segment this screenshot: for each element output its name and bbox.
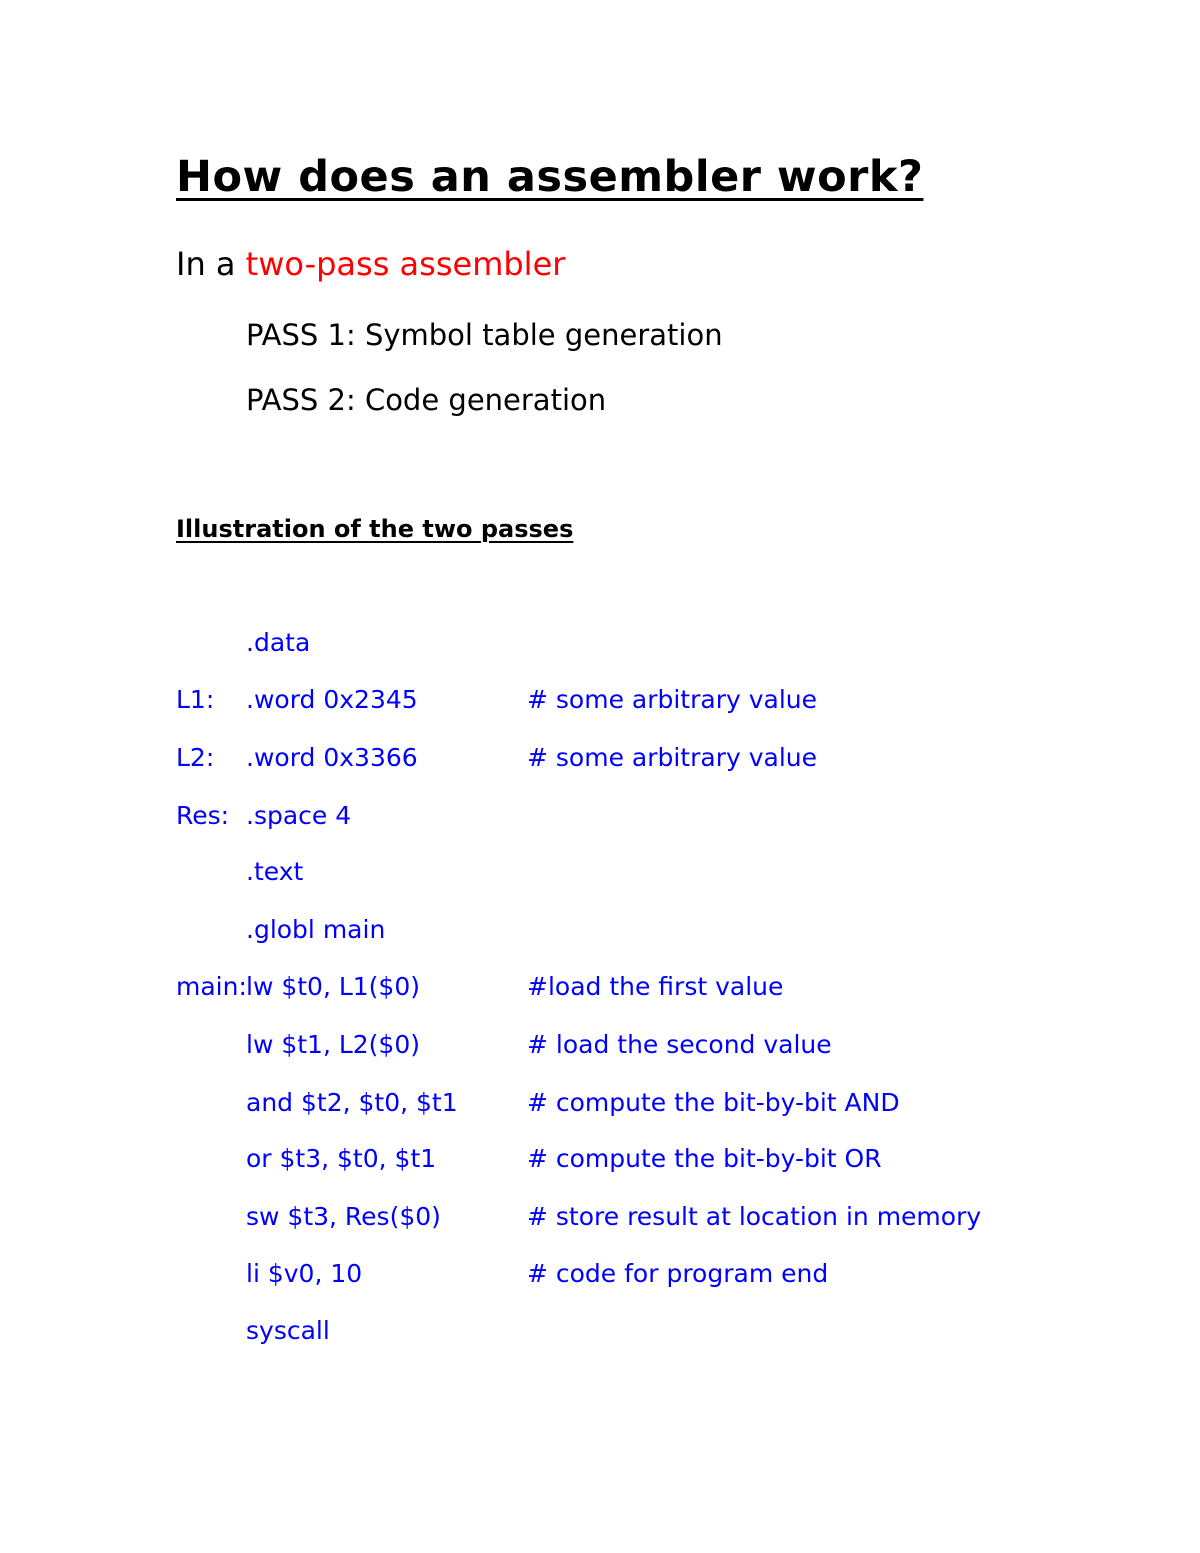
code-instruction: sw $t3, Res($0) xyxy=(246,1202,441,1231)
code-instruction: .text xyxy=(246,857,304,886)
pass-2-text: PASS 2: Code generation xyxy=(246,383,607,417)
code-instruction: lw $t0, L1($0) xyxy=(246,972,420,1001)
code-comment: # load the second value xyxy=(527,1030,832,1059)
code-line xyxy=(0,628,1200,668)
code-comment: # store result at location in memory xyxy=(527,1202,982,1231)
code-instruction: .space 4 xyxy=(246,801,352,830)
intro-prefix: In a xyxy=(176,245,246,283)
code-instruction: li $v0, 10 xyxy=(246,1259,363,1288)
code-line xyxy=(0,915,1200,955)
code-label: L2: xyxy=(176,743,215,772)
code-line xyxy=(0,1259,1200,1299)
code-label: L1: xyxy=(176,685,215,714)
code-comment: #load the first value xyxy=(527,972,784,1001)
code-instruction: or $t3, $t0, $t1 xyxy=(246,1144,437,1173)
page-title: How does an assembler work? xyxy=(176,152,924,202)
code-line xyxy=(0,685,1200,725)
code-comment: # compute the bit-by-bit AND xyxy=(527,1088,900,1117)
code-label: main: xyxy=(176,972,247,1001)
code-line xyxy=(0,1202,1200,1242)
pass-1-text: PASS 1: Symbol table generation xyxy=(246,318,723,352)
code-line xyxy=(0,972,1200,1012)
code-line xyxy=(0,1144,1200,1184)
code-line xyxy=(0,801,1200,841)
code-line xyxy=(0,1030,1200,1070)
intro-line xyxy=(176,245,565,283)
code-comment: # some arbitrary value xyxy=(527,685,818,714)
code-instruction: and $t2, $t0, $t1 xyxy=(246,1088,458,1117)
intro-highlight: two-pass assembler xyxy=(245,245,566,283)
code-comment: # code for program end xyxy=(527,1259,829,1288)
code-line xyxy=(0,857,1200,897)
code-instruction: .globl main xyxy=(246,915,386,944)
code-line xyxy=(0,1316,1200,1356)
code-line xyxy=(0,1088,1200,1128)
section-subheading: Illustration of the two passes xyxy=(176,515,574,543)
code-instruction: .data xyxy=(246,628,311,657)
code-instruction: syscall xyxy=(246,1316,330,1345)
code-instruction: .word 0x3366 xyxy=(246,743,418,772)
code-comment: # some arbitrary value xyxy=(527,743,818,772)
code-line xyxy=(0,743,1200,783)
code-instruction: lw $t1, L2($0) xyxy=(246,1030,420,1059)
code-label: Res: xyxy=(176,801,230,830)
code-comment: # compute the bit-by-bit OR xyxy=(527,1144,882,1173)
code-instruction: .word 0x2345 xyxy=(246,685,418,714)
